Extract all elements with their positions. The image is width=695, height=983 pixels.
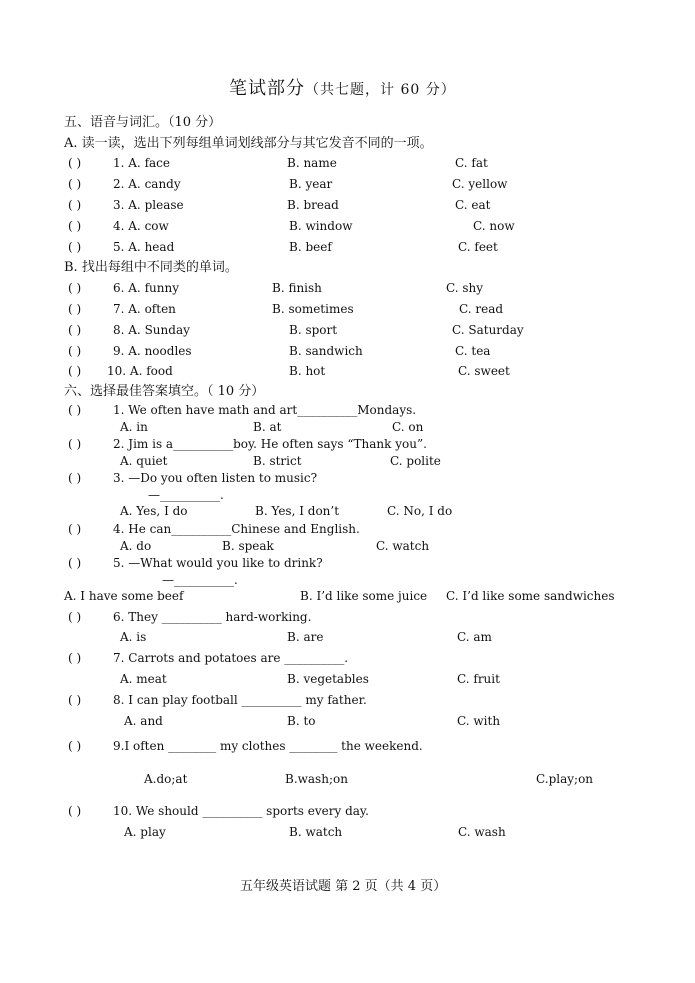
q1-num: 1. A. <box>113 156 141 170</box>
answer-paren[interactable]: ( ) <box>68 610 82 624</box>
q10-option-c: C. sweet <box>458 364 510 378</box>
q8-option-a <box>113 324 190 336</box>
q8-num: 8. A. <box>113 323 141 337</box>
answer-paren[interactable]: ( ) <box>68 302 82 316</box>
answer-paren[interactable]: ( ) <box>68 240 82 254</box>
m9-stem: 9.I often ________ my clothes ________ the weekend. <box>113 739 423 753</box>
answer-paren[interactable]: ( ) <box>68 198 82 212</box>
q8-option-b: B. sport <box>289 323 338 337</box>
m5-reply: —__________. <box>162 573 238 587</box>
answer-paren[interactable]: ( ) <box>68 403 82 417</box>
q8-option-c: C. Saturday <box>452 323 524 337</box>
title-main: 笔试部分 <box>229 78 305 99</box>
m8-option-c: C. with <box>457 714 501 728</box>
m8-option-b: B. to <box>287 714 316 728</box>
answer-paren[interactable]: ( ) <box>68 323 82 337</box>
answer-paren[interactable]: ( ) <box>68 522 82 536</box>
q10-num: 10. A. <box>107 364 143 378</box>
q4-num: 4. A. <box>113 219 141 233</box>
m5-option-c: C. I’d like some sandwiches <box>446 589 615 603</box>
m1-option-a: A. in <box>120 420 148 434</box>
m3-option-c: C. No, I do <box>387 504 453 518</box>
m4-option-b: B. speak <box>222 539 274 553</box>
m5-option-a: A. I have some beef <box>64 589 184 603</box>
q9-a: noodles <box>144 344 192 358</box>
q7-option-c: C. read <box>459 302 504 316</box>
q5-option-a <box>113 241 174 253</box>
q2-option-b: B. year <box>289 177 333 191</box>
q6-a: funny <box>144 281 179 295</box>
answer-paren[interactable]: ( ) <box>68 156 82 170</box>
m3-option-a: A. Yes, I do <box>120 504 188 518</box>
m4-option-c: C. watch <box>376 539 430 553</box>
m10-stem: 10. We should __________ sports every day. <box>113 804 369 818</box>
answer-paren[interactable]: ( ) <box>68 471 82 485</box>
q10-option-a <box>107 365 173 377</box>
q2-option-c: C. yellow <box>452 177 508 191</box>
title-sub: （共七题，计 60 分） <box>305 82 456 98</box>
m7-option-b: B. vegetables <box>287 672 369 686</box>
q9-option-b: B. sandwich <box>289 344 363 358</box>
m2-option-a: A. quiet <box>120 454 168 468</box>
m7-option-a: A. meat <box>120 672 167 686</box>
m10-option-a: A. play <box>124 825 166 839</box>
answer-paren[interactable]: ( ) <box>68 804 82 818</box>
m4-stem: 4. He can__________Chinese and English. <box>113 522 360 536</box>
m3-option-b: B. Yes, I don’t <box>255 504 340 518</box>
answer-paren[interactable]: ( ) <box>68 693 82 707</box>
q2-a: candy <box>144 177 181 191</box>
q7-a: often <box>144 302 176 316</box>
m9-option-a: A.do;at <box>144 772 188 786</box>
m8-stem: 8. I can play football __________ my father. <box>113 693 367 707</box>
answer-paren[interactable]: ( ) <box>68 556 82 570</box>
answer-paren[interactable]: ( ) <box>68 739 82 753</box>
q3-option-c: C. eat <box>455 198 491 212</box>
q2-option-a <box>113 178 181 190</box>
m9-option-c: C.play;on <box>536 772 594 786</box>
m6-option-c: C. am <box>457 630 492 644</box>
section5-partB: B. 找出每组中不同类的单词。 <box>64 260 238 275</box>
answer-paren[interactable]: ( ) <box>68 364 82 378</box>
answer-paren[interactable]: ( ) <box>68 281 82 295</box>
q9-num: 9. A. <box>113 344 141 358</box>
q3-option-b: B. bread <box>287 198 339 212</box>
answer-paren[interactable]: ( ) <box>68 437 82 451</box>
q3-option-a <box>113 199 184 211</box>
q10-a: food <box>146 364 173 378</box>
q3-num: 3. A. <box>113 198 141 212</box>
m5-stem: 5. —What would you like to drink? <box>113 556 323 570</box>
m6-option-b: B. are <box>287 630 324 644</box>
m6-option-a: A. is <box>120 630 147 644</box>
m2-option-c: C. polite <box>390 454 441 468</box>
q7-option-a <box>113 303 176 315</box>
answer-paren[interactable]: ( ) <box>68 651 82 665</box>
q1-option-c: C. fat <box>455 156 488 170</box>
m1-option-b: B. at <box>253 420 282 434</box>
page-title <box>229 80 456 98</box>
q6-num: 6. A. <box>113 281 141 295</box>
q6-option-c: C. shy <box>446 281 484 295</box>
q10-option-b: B. hot <box>289 364 326 378</box>
q8-a: Sunday <box>144 323 190 337</box>
m4-option-a: A. do <box>120 539 152 553</box>
m1-stem: 1. We often have math and art__________Mondays. <box>113 403 417 417</box>
q2-num: 2. A. <box>113 177 141 191</box>
m10-option-b: B. watch <box>289 825 343 839</box>
q5-option-c: C. feet <box>458 240 498 254</box>
q7-num: 7. A. <box>113 302 141 316</box>
q4-a: cow <box>144 219 169 233</box>
q6-option-b: B. finish <box>272 281 322 295</box>
section6-heading: 六、选择最佳答案填空。（ 10 分） <box>64 384 265 399</box>
q7-option-b: B. sometimes <box>272 302 354 316</box>
m3-reply: —__________. <box>148 488 224 502</box>
m7-option-c: C. fruit <box>457 672 500 686</box>
m6-stem: 6. They __________ hard-working. <box>113 610 312 624</box>
q4-option-b: B. window <box>289 219 353 233</box>
m9-option-b: B.wash;on <box>285 772 348 786</box>
m2-option-b: B. strict <box>253 454 302 468</box>
q5-option-b: B. beef <box>289 240 332 254</box>
m8-option-a: A. and <box>124 714 163 728</box>
m10-option-c: C. wash <box>458 825 506 839</box>
q9-option-a <box>113 345 192 357</box>
m1-option-c: C. on <box>392 420 424 434</box>
q1-option-b: B. name <box>287 156 337 170</box>
q1-option-a <box>113 157 170 169</box>
answer-paren[interactable]: ( ) <box>68 177 82 191</box>
m3-stem: 3. —Do you often listen to music? <box>113 471 318 485</box>
answer-paren[interactable]: ( ) <box>68 344 82 358</box>
m7-stem: 7. Carrots and potatoes are __________. <box>113 651 349 665</box>
m5-option-b: B. I’d like some juice <box>300 589 428 603</box>
q4-option-c: C. now <box>473 219 515 233</box>
page-footer: 五年级英语试题 第 2 页（共 4 页） <box>240 879 447 894</box>
answer-paren[interactable]: ( ) <box>68 219 82 233</box>
q5-num: 5. A. <box>113 240 141 254</box>
q1-a: face <box>144 156 170 170</box>
m2-stem: 2. Jim is a__________boy. He often says “Thank you”. <box>113 437 427 451</box>
q9-option-c: C. tea <box>455 344 491 358</box>
section5-heading: 五、语音与词汇。（10 分） <box>64 115 222 130</box>
q6-option-a <box>113 282 179 294</box>
q5-a: head <box>144 240 175 254</box>
section5-partA: A. 读一读，选出下列每组单词划线部分与其它发音不同的一项。 <box>64 136 433 151</box>
q3-a: please <box>144 198 184 212</box>
q4-option-a <box>113 220 169 232</box>
